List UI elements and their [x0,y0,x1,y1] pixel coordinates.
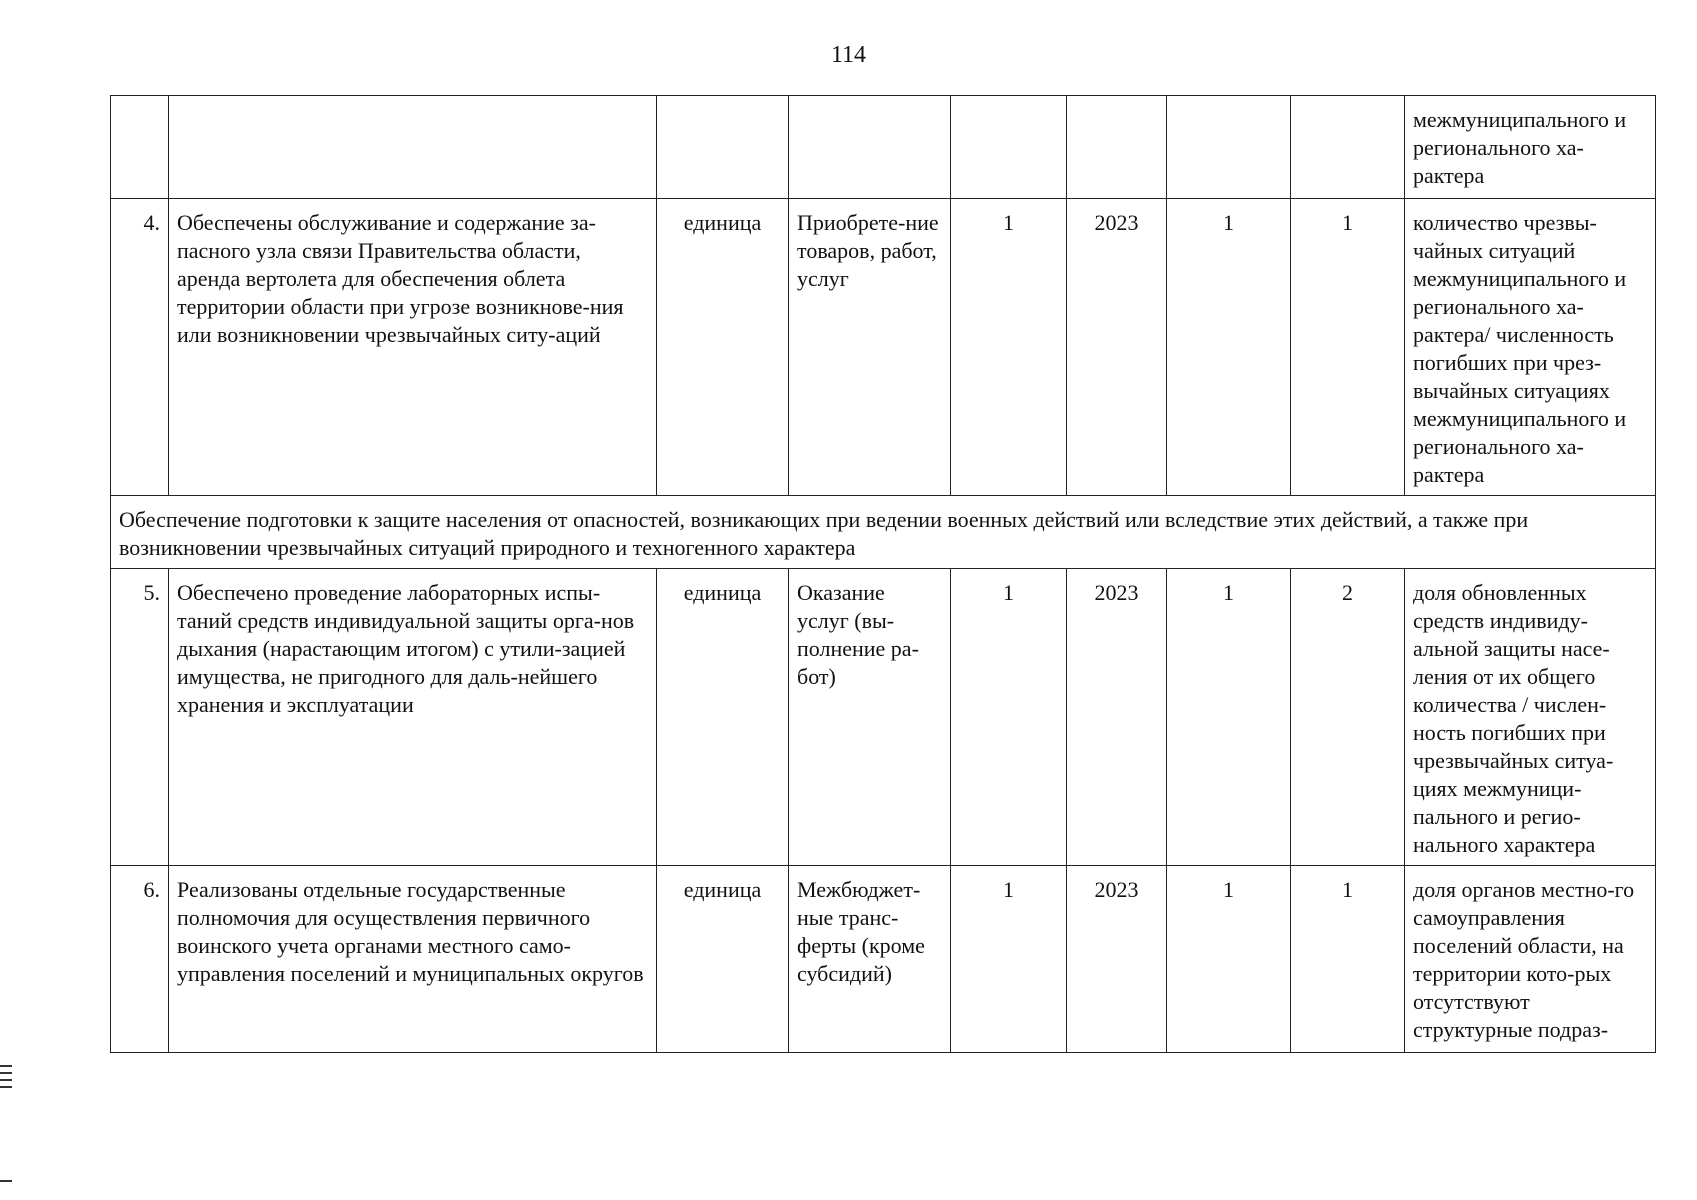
base-value: 1 [951,199,1067,496]
row-number: 5. [111,569,169,866]
result-description: Обеспечены обслуживание и содержание за-пасного узла связи Правительства области, аренда вертолета для обеспечения облета территории области при угрозе возникнове-ния или возникновении чрезвычайных ситу-аций [169,199,657,496]
value-2025: 1 [1291,199,1405,496]
unit-cell: единица [657,199,789,496]
base-year: 2023 [1067,199,1167,496]
value-2025: 2 [1291,569,1405,866]
unit-cell [657,96,789,199]
result-type: Межбюджет-ные транс-ферты (кроме субсидий) [789,866,951,1053]
section-heading: Обеспечение подготовки к защите населения от опасностей, возникающих при ведении военных действий или вследствие этих действий, а также при возникновении чрезвычайных ситуаций природного и техногенного характера [111,496,1656,569]
indicator-link: доля органов местно-го самоуправления поселений области, на территории кото-рых отсутствуют структурные подраз- [1405,866,1656,1053]
result-description [169,96,657,199]
indicator-link: количество чрезвы-чайных ситуаций межмуниципального и регионального ха-рактера/ численность погибших при чрез-вычайных ситуациях межмуниципального и регионального ха-рактера [1405,199,1656,496]
result-type [789,96,951,199]
result-description: Реализованы отдельные государственные полномочия для осуществления первичного воинского учета органами местного само-управления поселений и муниципальных округов [169,866,657,1053]
base-year [1067,96,1167,199]
unit-cell: единица [657,569,789,866]
table-row [111,866,1656,1053]
result-description: Обеспечено проведение лабораторных испы-таний средств индивидуальной защиты орга-нов дыхания (нарастающим итогом) с утили-зацией имущества, не пригодного для даль-нейшего хранения и эксплуатации [169,569,657,866]
value-2025: 1 [1291,866,1405,1053]
table-row [111,569,1656,866]
base-year: 2023 [1067,866,1167,1053]
table-row [111,199,1656,496]
result-type: Приобрете-ние товаров, работ, услуг [789,199,951,496]
result-type: Оказание услуг (вы-полнение ра-бот) [789,569,951,866]
table-row [111,96,1656,199]
value-2024 [1167,96,1291,199]
page-number: 114 [830,42,867,68]
value-2024: 1 [1167,569,1291,866]
scan-margin-dash [0,1180,12,1182]
scan-margin-marks [0,1065,12,1093]
base-year: 2023 [1067,569,1167,866]
base-value: 1 [951,569,1067,866]
unit-cell: единица [657,866,789,1053]
row-number: 4. [111,199,169,496]
base-value [951,96,1067,199]
value-2024: 1 [1167,199,1291,496]
base-value: 1 [951,866,1067,1053]
indicator-link: межмуниципального и регионального ха-рактера [1405,96,1656,199]
section-row [111,496,1656,569]
row-number: 6. [111,866,169,1053]
value-2024: 1 [1167,866,1291,1053]
results-table [110,95,1656,1053]
row-number [111,96,169,199]
value-2025 [1291,96,1405,199]
indicator-link: доля обновленных средств индивиду-альной защиты насе-ления от их общего количества / числен-ность погибших при чрезвычайных ситуа-циях межмуници-пального и регио-нального характера [1405,569,1656,866]
